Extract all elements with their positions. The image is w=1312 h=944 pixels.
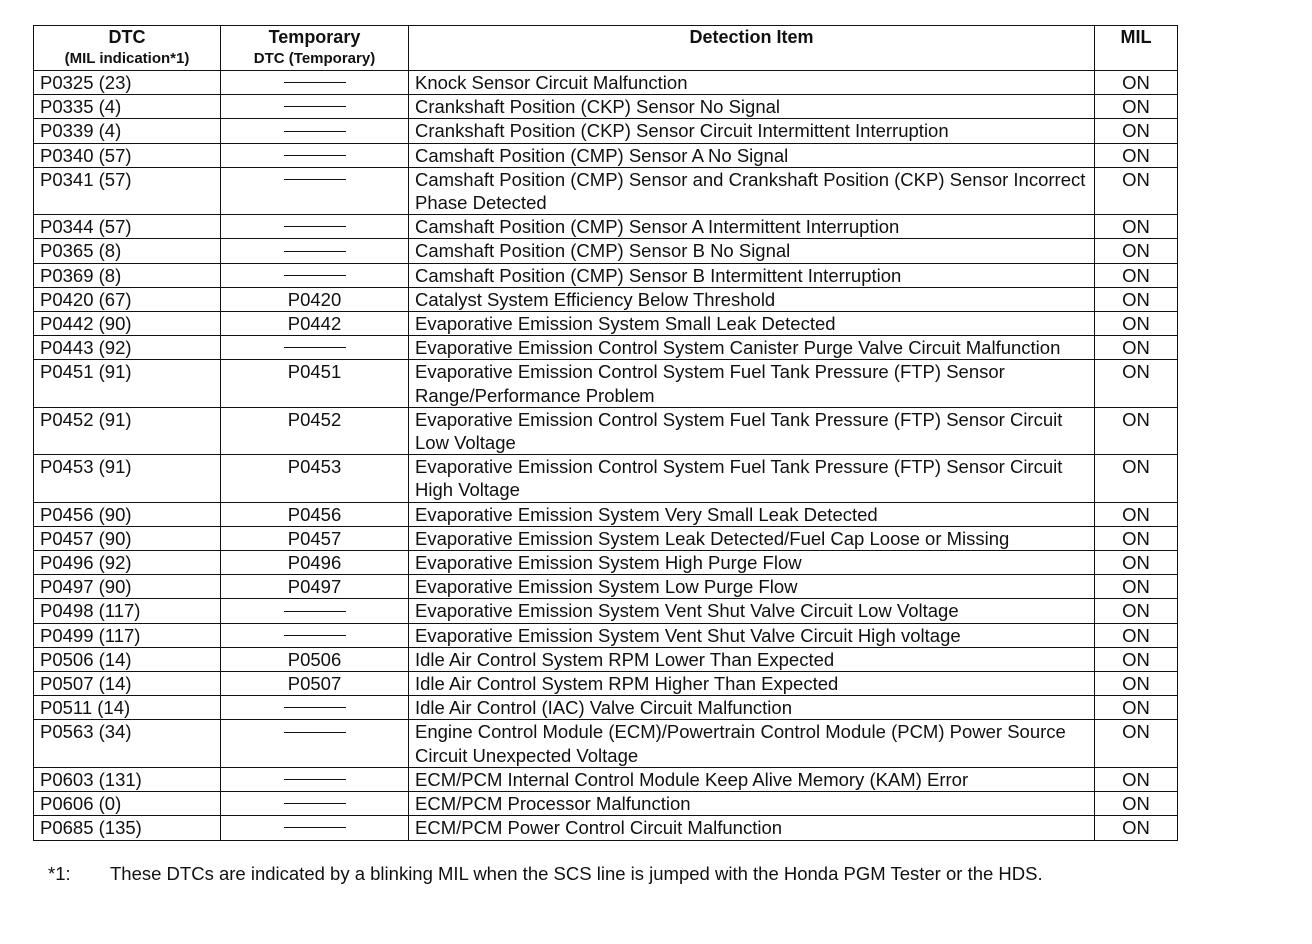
detection-item-cell: Crankshaft Position (CKP) Sensor Circuit Intermittent Interruption [409,119,1095,143]
detection-item-cell: Camshaft Position (CMP) Sensor A No Signal [409,143,1095,167]
dtc-code-cell: P0442 (90) [34,312,221,336]
dtc-code-cell: P0365 (8) [34,239,221,263]
mil-status-cell: ON [1095,599,1178,623]
temporary-dtc-cell [221,263,409,287]
temporary-dtc-cell [221,696,409,720]
header-dtc-sub: (MIL indication*1) [64,50,190,67]
detection-item-cell: Camshaft Position (CMP) Sensor B No Signal [409,239,1095,263]
mil-status-cell: ON [1095,71,1178,95]
header-mil [1095,26,1178,71]
mil-status-cell: ON [1095,696,1178,720]
detection-item-cell: Camshaft Position (CMP) Sensor B Intermittent Interruption [409,263,1095,287]
mil-status-cell: ON [1095,575,1178,599]
dtc-code-cell: P0456 (90) [34,502,221,526]
temporary-dtc-cell [221,792,409,816]
dtc-code-cell: P0453 (91) [34,455,221,502]
temporary-dtc-cell [221,239,409,263]
no-temporary-dtc-dash [284,611,346,612]
mil-status-cell: ON [1095,360,1178,407]
detection-item-cell: Evaporative Emission Control System Fuel Tank Pressure (FTP) Sensor Circuit Low Voltage [409,407,1095,454]
detection-item-cell: Evaporative Emission System Very Small Leak Detected [409,502,1095,526]
temporary-dtc-cell: P0497 [221,575,409,599]
table-body [34,71,1178,841]
dtc-code-cell: P0511 (14) [34,696,221,720]
mil-status-cell: ON [1095,816,1178,840]
dtc-code-cell: P0344 (57) [34,215,221,239]
dtc-code-cell: P0685 (135) [34,816,221,840]
mil-status-cell: ON [1095,336,1178,360]
no-temporary-dtc-dash [284,82,346,83]
dtc-code-cell: P0498 (117) [34,599,221,623]
table-row [34,71,1178,95]
table-row [34,551,1178,575]
temporary-dtc-cell [221,95,409,119]
temporary-dtc-cell: P0452 [221,407,409,454]
temporary-dtc-cell [221,215,409,239]
no-temporary-dtc-dash [284,635,346,636]
no-temporary-dtc-dash [284,179,346,180]
header-temporary-sub: DTC (Temporary) [253,50,376,67]
mil-status-cell: ON [1095,215,1178,239]
temporary-dtc-cell: P0506 [221,647,409,671]
mil-status-cell: ON [1095,623,1178,647]
table-row [34,816,1178,840]
temporary-dtc-cell: P0442 [221,312,409,336]
mil-status-cell: ON [1095,455,1178,502]
table-row [34,312,1178,336]
temporary-dtc-cell: P0456 [221,502,409,526]
table-row [34,767,1178,791]
mil-status-cell: ON [1095,239,1178,263]
detection-item-cell: Evaporative Emission System Low Purge Flow [409,575,1095,599]
temporary-dtc-cell [221,767,409,791]
detection-item-cell: Evaporative Emission Control System Fuel Tank Pressure (FTP) Sensor Circuit High Voltage [409,455,1095,502]
temporary-dtc-cell: P0507 [221,672,409,696]
temporary-dtc-cell [221,143,409,167]
detection-item-cell: Evaporative Emission System Small Leak Detected [409,312,1095,336]
header-mil-label: MIL [1120,27,1152,47]
dtc-code-cell: P0451 (91) [34,360,221,407]
table-row [34,263,1178,287]
no-temporary-dtc-dash [284,732,346,733]
detection-item-cell: Idle Air Control (IAC) Valve Circuit Malfunction [409,696,1095,720]
no-temporary-dtc-dash [284,803,346,804]
dtc-code-cell: P0340 (57) [34,143,221,167]
table-row [34,215,1178,239]
detection-item-cell: Evaporative Emission System Leak Detected/Fuel Cap Loose or Missing [409,526,1095,550]
temporary-dtc-cell [221,720,409,767]
no-temporary-dtc-dash [284,827,346,828]
dtc-code-cell: P0506 (14) [34,647,221,671]
mil-status-cell: ON [1095,526,1178,550]
header-temporary [221,26,409,71]
detection-item-cell: Evaporative Emission Control System Fuel Tank Pressure (FTP) Sensor Range/Performance Problem [409,360,1095,407]
table-row [34,720,1178,767]
detection-item-cell: Knock Sensor Circuit Malfunction [409,71,1095,95]
temporary-dtc-cell [221,167,409,214]
detection-item-cell: Camshaft Position (CMP) Sensor and Crankshaft Position (CKP) Sensor Incorrect Phase Detected [409,167,1095,214]
detection-item-cell: Evaporative Emission System Vent Shut Valve Circuit High voltage [409,623,1095,647]
detection-item-cell: ECM/PCM Processor Malfunction [409,792,1095,816]
dtc-code-cell: P0499 (117) [34,623,221,647]
mil-status-cell: ON [1095,263,1178,287]
no-temporary-dtc-dash [284,106,346,107]
table-row [34,239,1178,263]
mil-status-cell: ON [1095,312,1178,336]
table-row [34,119,1178,143]
table-row [34,287,1178,311]
footnote-text: These DTCs are indicated by a blinking MIL when the SCS line is jumped with the Honda PGM Tester or the HDS. [110,863,1043,884]
temporary-dtc-cell [221,336,409,360]
table-row [34,455,1178,502]
table-row [34,407,1178,454]
dtc-code-cell: P0563 (34) [34,720,221,767]
no-temporary-dtc-dash [284,275,346,276]
no-temporary-dtc-dash [284,155,346,156]
no-temporary-dtc-dash [284,707,346,708]
table-row [34,672,1178,696]
detection-item-cell: Idle Air Control System RPM Lower Than Expected [409,647,1095,671]
dtc-code-cell: P0496 (92) [34,551,221,575]
mil-status-cell: ON [1095,167,1178,214]
temporary-dtc-cell [221,816,409,840]
detection-item-cell: Camshaft Position (CMP) Sensor A Intermittent Interruption [409,215,1095,239]
dtc-code-cell: P0443 (92) [34,336,221,360]
footnote-mark: *1: [48,863,71,884]
mil-status-cell: ON [1095,119,1178,143]
no-temporary-dtc-dash [284,226,346,227]
table-row [34,623,1178,647]
no-temporary-dtc-dash [284,347,346,348]
table-row [34,599,1178,623]
detection-item-cell: Catalyst System Efficiency Below Threshold [409,287,1095,311]
mil-status-cell: ON [1095,551,1178,575]
detection-item-cell: Crankshaft Position (CKP) Sensor No Signal [409,95,1095,119]
mil-status-cell: ON [1095,792,1178,816]
mil-status-cell: ON [1095,407,1178,454]
dtc-code-cell: P0341 (57) [34,167,221,214]
dtc-code-cell: P0603 (131) [34,767,221,791]
footnote [48,863,1043,885]
table-row [34,502,1178,526]
no-temporary-dtc-dash [284,251,346,252]
table-row [34,526,1178,550]
temporary-dtc-cell: P0420 [221,287,409,311]
dtc-code-cell: P0339 (4) [34,119,221,143]
table-row [34,95,1178,119]
table-header-row [34,26,1178,71]
table-row [34,336,1178,360]
table-row [34,792,1178,816]
detection-item-cell: Evaporative Emission System High Purge Flow [409,551,1095,575]
table-row [34,360,1178,407]
dtc-code-cell: P0497 (90) [34,575,221,599]
dtc-code-cell: P0452 (91) [34,407,221,454]
dtc-table [33,25,1178,841]
temporary-dtc-cell: P0451 [221,360,409,407]
mil-status-cell: ON [1095,287,1178,311]
dtc-code-cell: P0369 (8) [34,263,221,287]
temporary-dtc-cell [221,623,409,647]
header-detection-label: Detection Item [689,27,814,47]
dtc-code-cell: P0335 (4) [34,95,221,119]
mil-status-cell: ON [1095,502,1178,526]
mil-status-cell: ON [1095,143,1178,167]
table-row [34,143,1178,167]
mil-status-cell: ON [1095,767,1178,791]
dtc-code-cell: P0457 (90) [34,526,221,550]
dtc-code-cell: P0507 (14) [34,672,221,696]
temporary-dtc-cell: P0457 [221,526,409,550]
header-detection-item [409,26,1095,71]
temporary-dtc-cell [221,599,409,623]
dtc-code-cell: P0325 (23) [34,71,221,95]
table-row [34,167,1178,214]
no-temporary-dtc-dash [284,779,346,780]
table-row [34,575,1178,599]
header-dtc [34,26,221,71]
table-row [34,647,1178,671]
header-temporary-label: Temporary [268,27,361,47]
detection-item-cell: Engine Control Module (ECM)/Powertrain Control Module (PCM) Power Source Circuit Unexpected Voltage [409,720,1095,767]
detection-item-cell: ECM/PCM Power Control Circuit Malfunction [409,816,1095,840]
mil-status-cell: ON [1095,647,1178,671]
detection-item-cell: Evaporative Emission System Vent Shut Valve Circuit Low Voltage [409,599,1095,623]
temporary-dtc-cell: P0496 [221,551,409,575]
detection-item-cell: Evaporative Emission Control System Canister Purge Valve Circuit Malfunction [409,336,1095,360]
temporary-dtc-cell: P0453 [221,455,409,502]
dtc-code-cell: P0420 (67) [34,287,221,311]
temporary-dtc-cell [221,119,409,143]
temporary-dtc-cell [221,71,409,95]
mil-status-cell: ON [1095,672,1178,696]
dtc-code-cell: P0606 (0) [34,792,221,816]
detection-item-cell: ECM/PCM Internal Control Module Keep Alive Memory (KAM) Error [409,767,1095,791]
header-dtc-label: DTC [108,27,146,47]
mil-status-cell: ON [1095,720,1178,767]
table-row [34,696,1178,720]
no-temporary-dtc-dash [284,131,346,132]
mil-status-cell: ON [1095,95,1178,119]
detection-item-cell: Idle Air Control System RPM Higher Than Expected [409,672,1095,696]
